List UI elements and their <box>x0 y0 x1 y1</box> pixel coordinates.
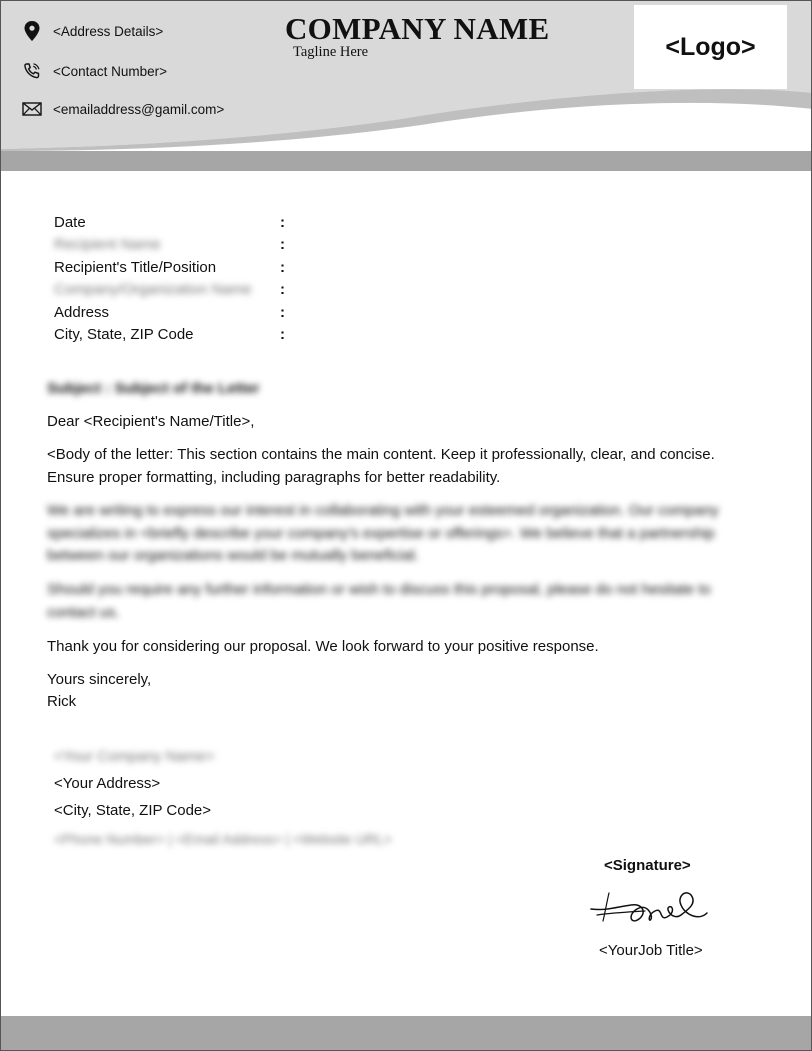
subject-line: Subject : Subject of the Letter <box>47 380 260 397</box>
body-paragraph-2: We are writing to express our interest in collaborating with your esteemed organization. Our company specializes in <briefly describe your company's expertise or offerings>. We believe that a partnership between our organizations would be mutually beneficial. <box>47 502 719 564</box>
body-paragraph-3: Should you require any further information or wish to discuss this proposal, please do not hesitate to contact us. <box>47 581 711 621</box>
tagline: Tagline Here <box>293 44 369 60</box>
info-colon: : <box>280 325 285 343</box>
address-row <box>21 21 163 41</box>
address-text: <Address Details> <box>53 23 164 39</box>
sender-contact: <Phone Number> | <Email Address> | <Website URL> <box>54 831 392 847</box>
info-label: Date <box>54 214 86 231</box>
sender-city: <City, State, ZIP Code> <box>54 802 212 819</box>
info-colon: : <box>280 281 285 299</box>
job-title: <YourJob Title> <box>599 942 703 959</box>
phone-icon <box>21 61 43 81</box>
sender-company: <Your Company Name> <box>54 748 215 765</box>
body-paragraph-1: <Body of the letter: This section contains the main content. Keep it professionally, clear, and concise. Ensure proper formatting, including paragraphs for better readability. <box>47 446 715 486</box>
location-pin-icon <box>21 21 43 41</box>
email-row <box>21 99 224 119</box>
info-label: Company/Organization Name <box>54 281 252 299</box>
envelope-icon <box>21 99 43 119</box>
info-colon: : <box>280 258 285 276</box>
header-band <box>1 151 812 171</box>
closing-name: Rick <box>47 693 77 710</box>
info-label: Address <box>54 303 110 321</box>
signature-label: <Signature> <box>604 857 691 874</box>
logo-placeholder: <Logo> <box>634 5 787 89</box>
closing-line: Yours sincerely, <box>47 671 152 688</box>
info-label: City, State, ZIP Code <box>54 325 194 343</box>
company-name: COMPANY NAME <box>285 11 550 46</box>
info-label: Recipient Name <box>54 236 161 254</box>
sender-address: <Your Address> <box>54 775 161 792</box>
footer-band <box>1 1016 812 1051</box>
contact-row <box>21 61 167 81</box>
signature-image <box>587 885 713 929</box>
email-text: <emailaddress@gamil.com> <box>53 101 225 117</box>
salutation: Dear <Recipient's Name/Title>, <box>47 413 255 430</box>
info-label: Recipient's Title/Position <box>54 258 217 276</box>
info-colon: : <box>280 236 285 254</box>
thanks-line: Thank you for considering our proposal. We look forward to your positive response. <box>47 638 599 655</box>
info-colon: : <box>280 303 285 321</box>
info-colon: : <box>280 214 285 231</box>
contact-text: <Contact Number> <box>53 63 168 79</box>
